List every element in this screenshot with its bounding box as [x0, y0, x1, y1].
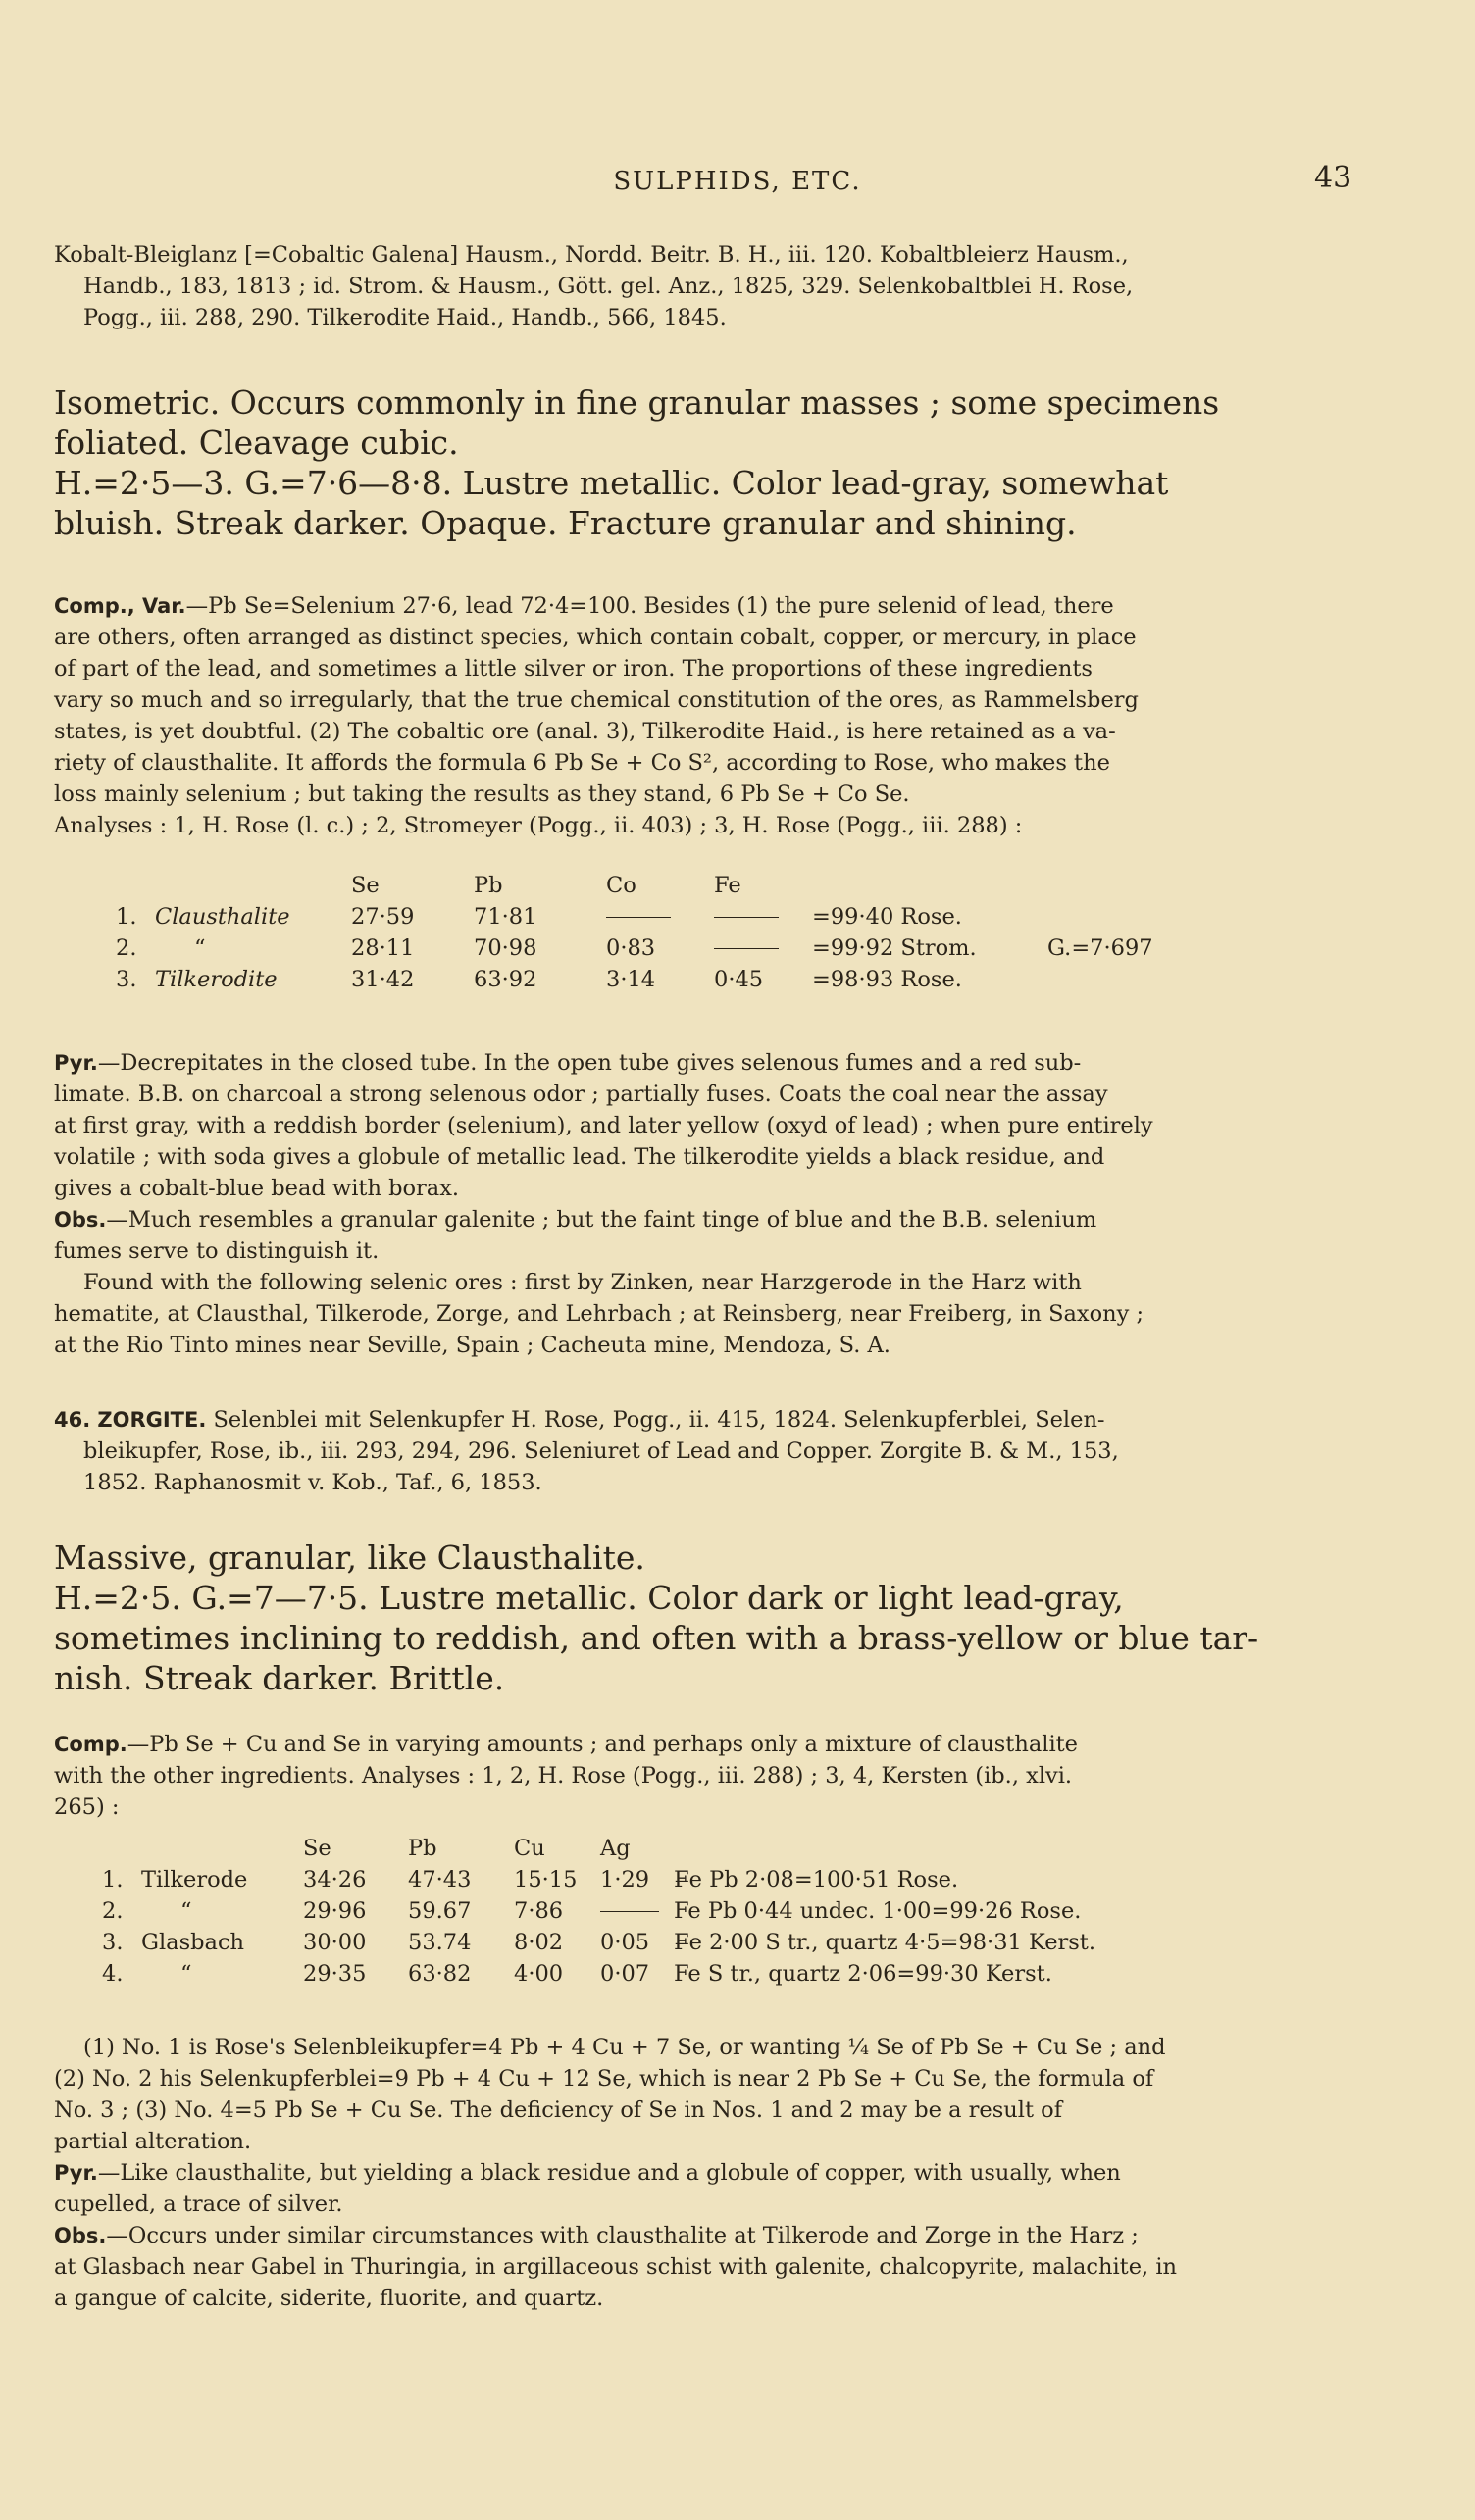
synonymy-zorgite [54, 1404, 1368, 1498]
text-line: 1852. Raphanosmit v. Kob., Taf., 6, 1853. [83, 1470, 542, 1495]
text-line: (1) No. 1 is Rose's Selenbleikupfer=4 Pb + 4 Cu + 7 Se, or wanting ¼ Se of Pb Se + Cu Se ; and [83, 2035, 1166, 2060]
text-line: Pyr.—Like clausthalite, but yielding a black residue and a globule of copper, with usually, when [54, 2160, 1121, 2186]
text-line: are others, often arranged as distinct species, which contain cobalt, copper, or mercury, in place [54, 625, 1137, 650]
dash-rule [606, 917, 671, 918]
section-label: Comp. [54, 1733, 127, 1756]
section-label: Obs. [54, 2224, 107, 2247]
dash-rule [714, 948, 779, 949]
observations-section [54, 1204, 1368, 1361]
table-row: 4. “ 29·35 63·82 4·00 0·07 Fe S tr., quartz 2·06=99·30 Kerst. [102, 1961, 1052, 1987]
text-line: cupelled, a trace of silver. [54, 2192, 343, 2217]
text-line: at Glasbach near Gabel in Thuringia, in argillaceous schist with galenite, chalcopyrite, malachite, in [54, 2254, 1178, 2280]
text-line: states, is yet doubtful. (2) The cobaltic ore (anal. 3), Tilkerodite Haid., is here retained as a va- [54, 719, 1116, 744]
composition-zorgite [54, 1729, 1368, 1823]
text-line: bluish. Streak darker. Opaque. Fracture granular and shining. [54, 504, 1077, 542]
text-line: Found with the following selenic ores : first by Zinken, near Harzgerode in the Harz with [83, 1270, 1082, 1295]
dash-rule [600, 1911, 659, 1912]
text-line: Analyses : 1, H. Rose (l. c.) ; 2, Stromeyer (Pogg., ii. 403) ; 3, H. Rose (Pogg., iii. 288) : [54, 813, 1023, 838]
pyrognostics-zorgite [54, 2157, 1368, 2220]
page-number: 43 [1314, 161, 1352, 195]
text-line: Obs.—Occurs under similar circumstances with clausthalite at Tilkerode and Zorge in the Harz ; [54, 2223, 1139, 2248]
text-line: bleikupfer, Rose, ib., iii. 293, 294, 296. Seleniuret of Lead and Copper. Zorgite B. & M., 153, [83, 1438, 1119, 1464]
text-line: 46. ZORGITE. Selenblei mit Selenkupfer H. Rose, Pogg., ii. 415, 1824. Selenkupferblei, Selen- [54, 1407, 1105, 1433]
text-line: with the other ingredients. Analyses : 1, 2, H. Rose (Pogg., iii. 288) ; 3, 4, Kersten (ib., xlvi. [54, 1763, 1073, 1789]
table-row: 2. “ 28·11 70·98 0·83 =99·92 Strom. G.=7·697 [116, 935, 1153, 961]
synonymy-clausthalite [54, 239, 1368, 333]
text-line: sometimes inclining to reddish, and often with a brass-yellow or blue tar- [54, 1619, 1259, 1657]
text-line: riety of clausthalite. It affords the formula 6 Pb Se + Co S², according to Rose, who makes the [54, 750, 1110, 776]
col-ag: Ag [600, 1836, 631, 1861]
text-line: Pyr.—Decrepitates in the closed tube. In the open tube gives selenous fumes and a red sub- [54, 1050, 1082, 1076]
text-line: (2) No. 2 his Selenkupferblei=9 Pb + 4 Cu + 12 Se, which is near 2 Pb Se + Cu Se, the formula of [54, 2066, 1154, 2092]
section-label: Comp., Var. [54, 594, 186, 618]
text-line: H.=2·5. G.=7—7·5. Lustre metallic. Color dark or light lead-gray, [54, 1579, 1124, 1617]
text-line: at first gray, with a reddish border (selenium), and later yellow (oxyd of lead) ; when pure entirely [54, 1113, 1153, 1138]
text-line: Massive, granular, like Clausthalite. [54, 1538, 645, 1577]
text-line: hematite, at Clausthal, Tilkerode, Zorge, and Lehrbach ; at Reinsberg, near Freiberg, in Saxony ; [54, 1301, 1144, 1327]
analyses-table-1 [116, 873, 1153, 998]
composition-notes [54, 2032, 1368, 2157]
text-line: limate. B.B. on charcoal a strong selenous odor ; partially fuses. Coats the coal near the assay [54, 1082, 1108, 1107]
table-row: 2. “ 29·96 59.67 7·86 Fe Pb 0·44 undec. 1·00=99·26 Rose. [102, 1898, 1082, 1924]
text-line: Isometric. Occurs commonly in fine granular masses ; some specimens [54, 383, 1220, 422]
text-line: at the Rio Tinto mines near Seville, Spain ; Cacheuta mine, Mendoza, S. A. [54, 1333, 890, 1358]
running-header [0, 161, 1475, 206]
pyrognostics-section [54, 1047, 1368, 1204]
species-number: 46. [54, 1408, 91, 1432]
text-line: 265) : [54, 1794, 120, 1820]
text-line: of part of the lead, and sometimes a little silver or iron. The proportions of these ingredients [54, 656, 1093, 681]
text-line: nish. Streak darker. Brittle. [54, 1659, 505, 1697]
text-line: vary so much and so irregularly, that the true chemical constitution of the ores, as Rammelsberg [54, 687, 1139, 713]
dash-rule [714, 917, 779, 918]
text-line: Pogg., iii. 288, 290. Tilkerodite Haid., Handb., 566, 1845. [83, 305, 727, 330]
page-title: SULPHIDS, ETC. [613, 167, 862, 196]
table-header-row [102, 1836, 1095, 1867]
text-line: Handb., 183, 1813 ; id. Strom. & Hausm., Gött. gel. Anz., 1825, 329. Selenkobaltblei H. Rose, [83, 274, 1134, 299]
col-co: Co [606, 873, 636, 898]
description-clausthalite [54, 382, 1368, 543]
section-label: Obs. [54, 1208, 107, 1232]
text-line: partial alteration. [54, 2129, 252, 2154]
text-line: a gangue of calcite, siderite, fluorite, and quartz. [54, 2286, 604, 2311]
col-pb: Pb [408, 1836, 437, 1861]
observations-zorgite [54, 2220, 1368, 2314]
text-line: loss mainly selenium ; but taking the results as they stand, 6 Pb Se + Co Se. [54, 781, 910, 807]
text-line: No. 3 ; (3) No. 4=5 Pb Se + Cu Se. The deficiency of Se in Nos. 1 and 2 may be a result of [54, 2097, 1063, 2123]
text-line: Kobalt-Bleiglanz [=Cobaltic Galena] Hausm., Nordd. Beitr. B. H., iii. 120. Kobaltbleierz Hausm., [54, 242, 1129, 268]
text-line: foliated. Cleavage cubic. [54, 424, 459, 462]
col-se: Se [303, 1836, 331, 1861]
text-line: volatile ; with soda gives a globule of metallic lead. The tilkerodite yields a black residue, and [54, 1144, 1105, 1170]
text-line: Comp., Var.—Pb Se=Selenium 27·6, lead 72·4=100. Besides (1) the pure selenid of lead, there [54, 593, 1114, 619]
table-row: 3. Glasbach 30·00 53.74 8·02 0·05 F̶e 2·00 S tr., quartz 4·5=98·31 Kerst. [102, 1930, 1096, 1955]
col-cu: Cu [514, 1836, 545, 1861]
table-row: 1. Clausthalite 27·59 71·81 =99·40 Rose. [116, 904, 962, 930]
text-line: H.=2·5—3. G.=7·6—8·8. Lustre metallic. Color lead-gray, somewhat [54, 464, 1169, 502]
section-label: Pyr. [54, 1051, 98, 1075]
col-se: Se [351, 873, 380, 898]
species-name: ZORGITE. [97, 1408, 207, 1432]
col-pb: Pb [474, 873, 503, 898]
table-row: 3. Tilkerodite 31·42 63·92 3·14 0·45 =98·93 Rose. [116, 967, 962, 992]
table-header-row [116, 873, 1153, 904]
description-zorgite [54, 1537, 1368, 1698]
text-line: gives a cobalt-blue bead with borax. [54, 1176, 460, 1201]
analyses-table-2 [102, 1836, 1095, 1992]
section-label: Pyr. [54, 2161, 98, 2185]
text-line: Obs.—Much resembles a granular galenite ; but the faint tinge of blue and the B.B. selenium [54, 1207, 1097, 1233]
composition-section [54, 590, 1368, 841]
text-line: fumes serve to distinguish it. [54, 1238, 380, 1264]
table-row: 1. Tilkerode 34·26 47·43 15·15 1·29 F̶e Pb 2·08=100·51 Rose. [102, 1867, 959, 1892]
text-line: Comp.—Pb Se + Cu and Se in varying amounts ; and perhaps only a mixture of clausthalite [54, 1732, 1078, 1757]
col-fe: Fe [714, 873, 741, 898]
